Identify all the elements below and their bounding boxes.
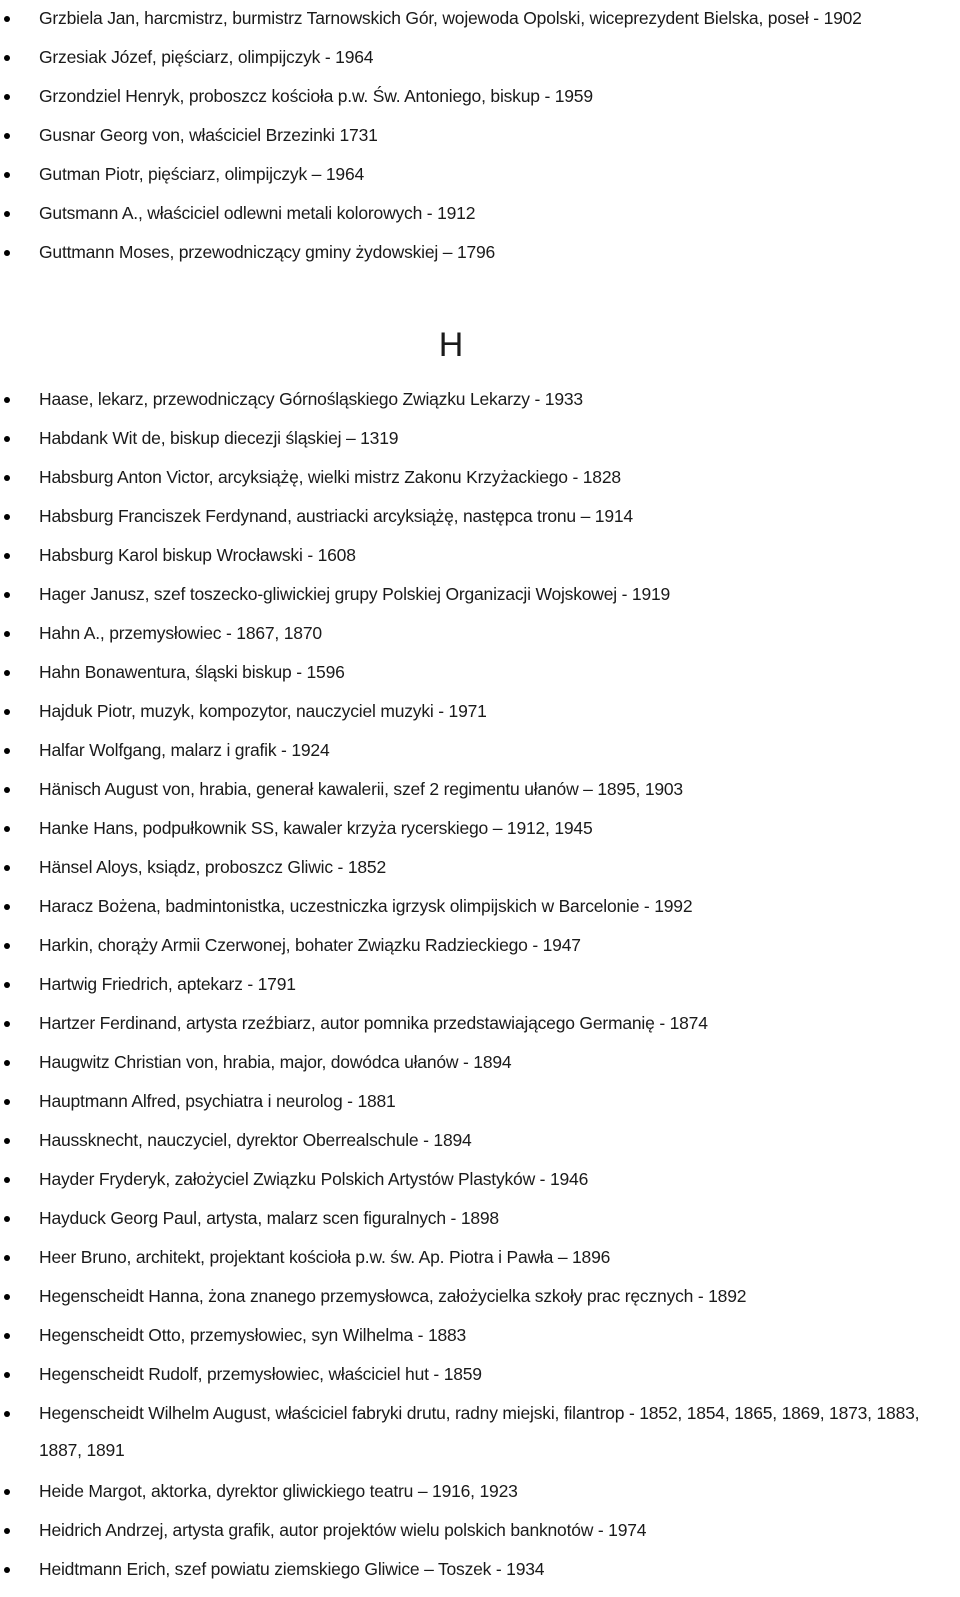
bullet-icon [4, 592, 10, 598]
bullet-icon [4, 787, 10, 793]
bullet-icon [4, 670, 10, 676]
bullet-icon [4, 55, 10, 61]
bullet-icon [4, 1177, 10, 1183]
entry-text: Habdank Wit de, biskup diecezji śląskiej – 1319 [39, 428, 399, 448]
bullet-icon [4, 709, 10, 715]
bullet-icon [4, 1411, 10, 1417]
bullet-icon [4, 1216, 10, 1222]
list-item [0, 1200, 960, 1239]
entry-text: Hegenscheidt Rudolf, przemysłowiec, właściciel hut - 1859 [39, 1364, 482, 1384]
entry-text: Gutman Piotr, pięściarz, olimpijczyk – 1964 [39, 164, 365, 184]
bullet-icon [4, 982, 10, 988]
bullet-icon [4, 826, 10, 832]
list-item [0, 615, 960, 654]
list-item [0, 654, 960, 693]
entry-text: Hahn A., przemysłowiec - 1867, 1870 [39, 623, 322, 643]
list-item [0, 1473, 960, 1512]
entry-text: Heer Bruno, architekt, projektant kościoła p.w. św. Ap. Piotra i Pawła – 1896 [39, 1247, 611, 1267]
bullet-icon [4, 748, 10, 754]
entry-text: Hauptmann Alfred, psychiatra i neurolog - 1881 [39, 1091, 396, 1111]
bullet-icon [4, 904, 10, 910]
entry-text: Hegenscheidt Otto, przemysłowiec, syn Wilhelma - 1883 [39, 1325, 467, 1345]
bullet-icon [4, 1138, 10, 1144]
entry-text: Hänsel Aloys, ksiądz, proboszcz Gliwic - 1852 [39, 857, 386, 877]
entry-text: Halfar Wolfgang, malarz i grafik - 1924 [39, 740, 330, 760]
list-item [0, 1122, 960, 1161]
bullet-icon [4, 943, 10, 949]
entry-text: Heidtmann Erich, szef powiatu ziemskiego Gliwice – Toszek - 1934 [39, 1559, 545, 1579]
bullet-icon [4, 865, 10, 871]
entry-text: Habsburg Franciszek Ferdynand, austriacki arcyksiążę, następca tronu – 1914 [39, 506, 633, 526]
entry-text: Hahn Bonawentura, śląski biskup - 1596 [39, 662, 345, 682]
list-item [0, 966, 960, 1005]
entry-text: Gutsmann A., właściciel odlewni metali kolorowych - 1912 [39, 203, 476, 223]
bullet-icon [4, 397, 10, 403]
list-item [0, 927, 960, 966]
section-spacer [0, 365, 960, 381]
entry-text: Hegenscheidt Wilhelm August, właściciel fabryki drutu, radny miejski, filantrop - 1852, 1854, 1865, 1869, 1873, 1883, 1887, 1891 [39, 1403, 920, 1460]
list-item [0, 693, 960, 732]
list-item [0, 1005, 960, 1044]
bullet-icon [4, 1567, 10, 1573]
list-item [0, 78, 960, 117]
bullet-icon [4, 250, 10, 256]
bullet-icon [4, 1528, 10, 1534]
list-item [0, 1317, 960, 1356]
bullet-icon [4, 94, 10, 100]
list-item [0, 537, 960, 576]
bullet-icon [4, 1021, 10, 1027]
entry-text: Grzondziel Henryk, proboszcz kościoła p.w. Św. Antoniego, biskup - 1959 [39, 86, 593, 106]
entry-text: Grzesiak Józef, pięściarz, olimpijczyk - 1964 [39, 47, 374, 67]
section-heading-h: H [438, 326, 464, 364]
list-item [0, 156, 960, 195]
bullet-icon [4, 16, 10, 22]
list-item [0, 117, 960, 156]
section-spacer [0, 273, 960, 325]
bullet-icon [4, 1060, 10, 1066]
entry-text: Hartzer Ferdinand, artysta rzeźbiarz, autor pomnika przedstawiającego Germanię - 1874 [39, 1013, 708, 1033]
bullet-icon [4, 1489, 10, 1495]
entry-text: Hager Janusz, szef toszecko-gliwickiej grupy Polskiej Organizacji Wojskowej - 1919 [39, 584, 671, 604]
entry-text: Hanke Hans, podpułkownik SS, kawaler krzyża rycerskiego – 1912, 1945 [39, 818, 593, 838]
bullet-icon [4, 475, 10, 481]
entry-text: Hajduk Piotr, muzyk, kompozytor, nauczyciel muzyki - 1971 [39, 701, 487, 721]
entry-text: Guttmann Moses, przewodniczący gminy żydowskiej – 1796 [39, 242, 496, 262]
bullet-icon [4, 436, 10, 442]
bullet-icon [4, 514, 10, 520]
entry-text: Heide Margot, aktorka, dyrektor gliwickiego teatru – 1916, 1923 [39, 1481, 518, 1501]
list-item [0, 771, 960, 810]
bullet-icon [4, 133, 10, 139]
list-item [0, 1239, 960, 1278]
entry-text: Haase, lekarz, przewodniczący Górnośląskiego Związku Lekarzy - 1933 [39, 389, 583, 409]
list-item [0, 1356, 960, 1395]
list-item [0, 888, 960, 927]
entries-g-list [0, 0, 960, 273]
entry-text: Gusnar Georg von, właściciel Brzezinki 1731 [39, 125, 378, 145]
bullet-icon [4, 1294, 10, 1300]
list-item [0, 849, 960, 888]
list-item [0, 1044, 960, 1083]
entry-text: Habsburg Anton Victor, arcyksiążę, wielki mistrz Zakonu Krzyżackiego - 1828 [39, 467, 621, 487]
list-item [0, 195, 960, 234]
bullet-icon [4, 1372, 10, 1378]
list-item [0, 1083, 960, 1122]
list-item [0, 1278, 960, 1317]
entry-text: Haussknecht, nauczyciel, dyrektor Oberrealschule - 1894 [39, 1130, 472, 1150]
entry-text: Hegenscheidt Hanna, żona znanego przemysłowca, założycielka szkoły prac ręcznych - 1892 [39, 1286, 747, 1306]
bullet-icon [4, 172, 10, 178]
entry-text: Heidrich Andrzej, artysta grafik, autor projektów wielu polskich banknotów - 1974 [39, 1520, 647, 1540]
bullet-icon [4, 553, 10, 559]
entry-text: Hayduck Georg Paul, artysta, malarz scen figuralnych - 1898 [39, 1208, 499, 1228]
list-item [0, 1512, 960, 1551]
bullet-icon [4, 631, 10, 637]
list-item [0, 0, 960, 39]
list-item [0, 1395, 960, 1473]
entry-text: Grzbiela Jan, harcmistrz, burmistrz Tarnowskich Gór, wojewoda Opolski, wiceprezydent Bielska, poseł - 1902 [39, 8, 862, 28]
entry-text: Hayder Fryderyk, założyciel Związku Polskich Artystów Plastyków - 1946 [39, 1169, 589, 1189]
entries-h-list [0, 381, 960, 1590]
list-item [0, 420, 960, 459]
list-item [0, 234, 960, 273]
list-item [0, 39, 960, 78]
entry-text: Habsburg Karol biskup Wrocławski - 1608 [39, 545, 356, 565]
list-item [0, 1551, 960, 1590]
entry-text: Hartwig Friedrich, aptekarz - 1791 [39, 974, 296, 994]
list-item [0, 459, 960, 498]
entry-text: Hänisch August von, hrabia, generał kawalerii, szef 2 regimentu ułanów – 1895, 1903 [39, 779, 683, 799]
bullet-icon [4, 1255, 10, 1261]
entry-text: Haracz Bożena, badmintonistka, uczestniczka igrzysk olimpijskich w Barcelonie - 1992 [39, 896, 693, 916]
list-item [0, 810, 960, 849]
bullet-icon [4, 211, 10, 217]
list-item [0, 1161, 960, 1200]
list-item [0, 576, 960, 615]
entry-text: Haugwitz Christian von, hrabia, major, dowódca ułanów - 1894 [39, 1052, 512, 1072]
bullet-icon [4, 1099, 10, 1105]
list-item [0, 732, 960, 771]
list-item [0, 498, 960, 537]
bullet-icon [4, 1333, 10, 1339]
list-item [0, 381, 960, 420]
entry-text: Harkin, chorąży Armii Czerwonej, bohater Związku Radzieckiego - 1947 [39, 935, 581, 955]
